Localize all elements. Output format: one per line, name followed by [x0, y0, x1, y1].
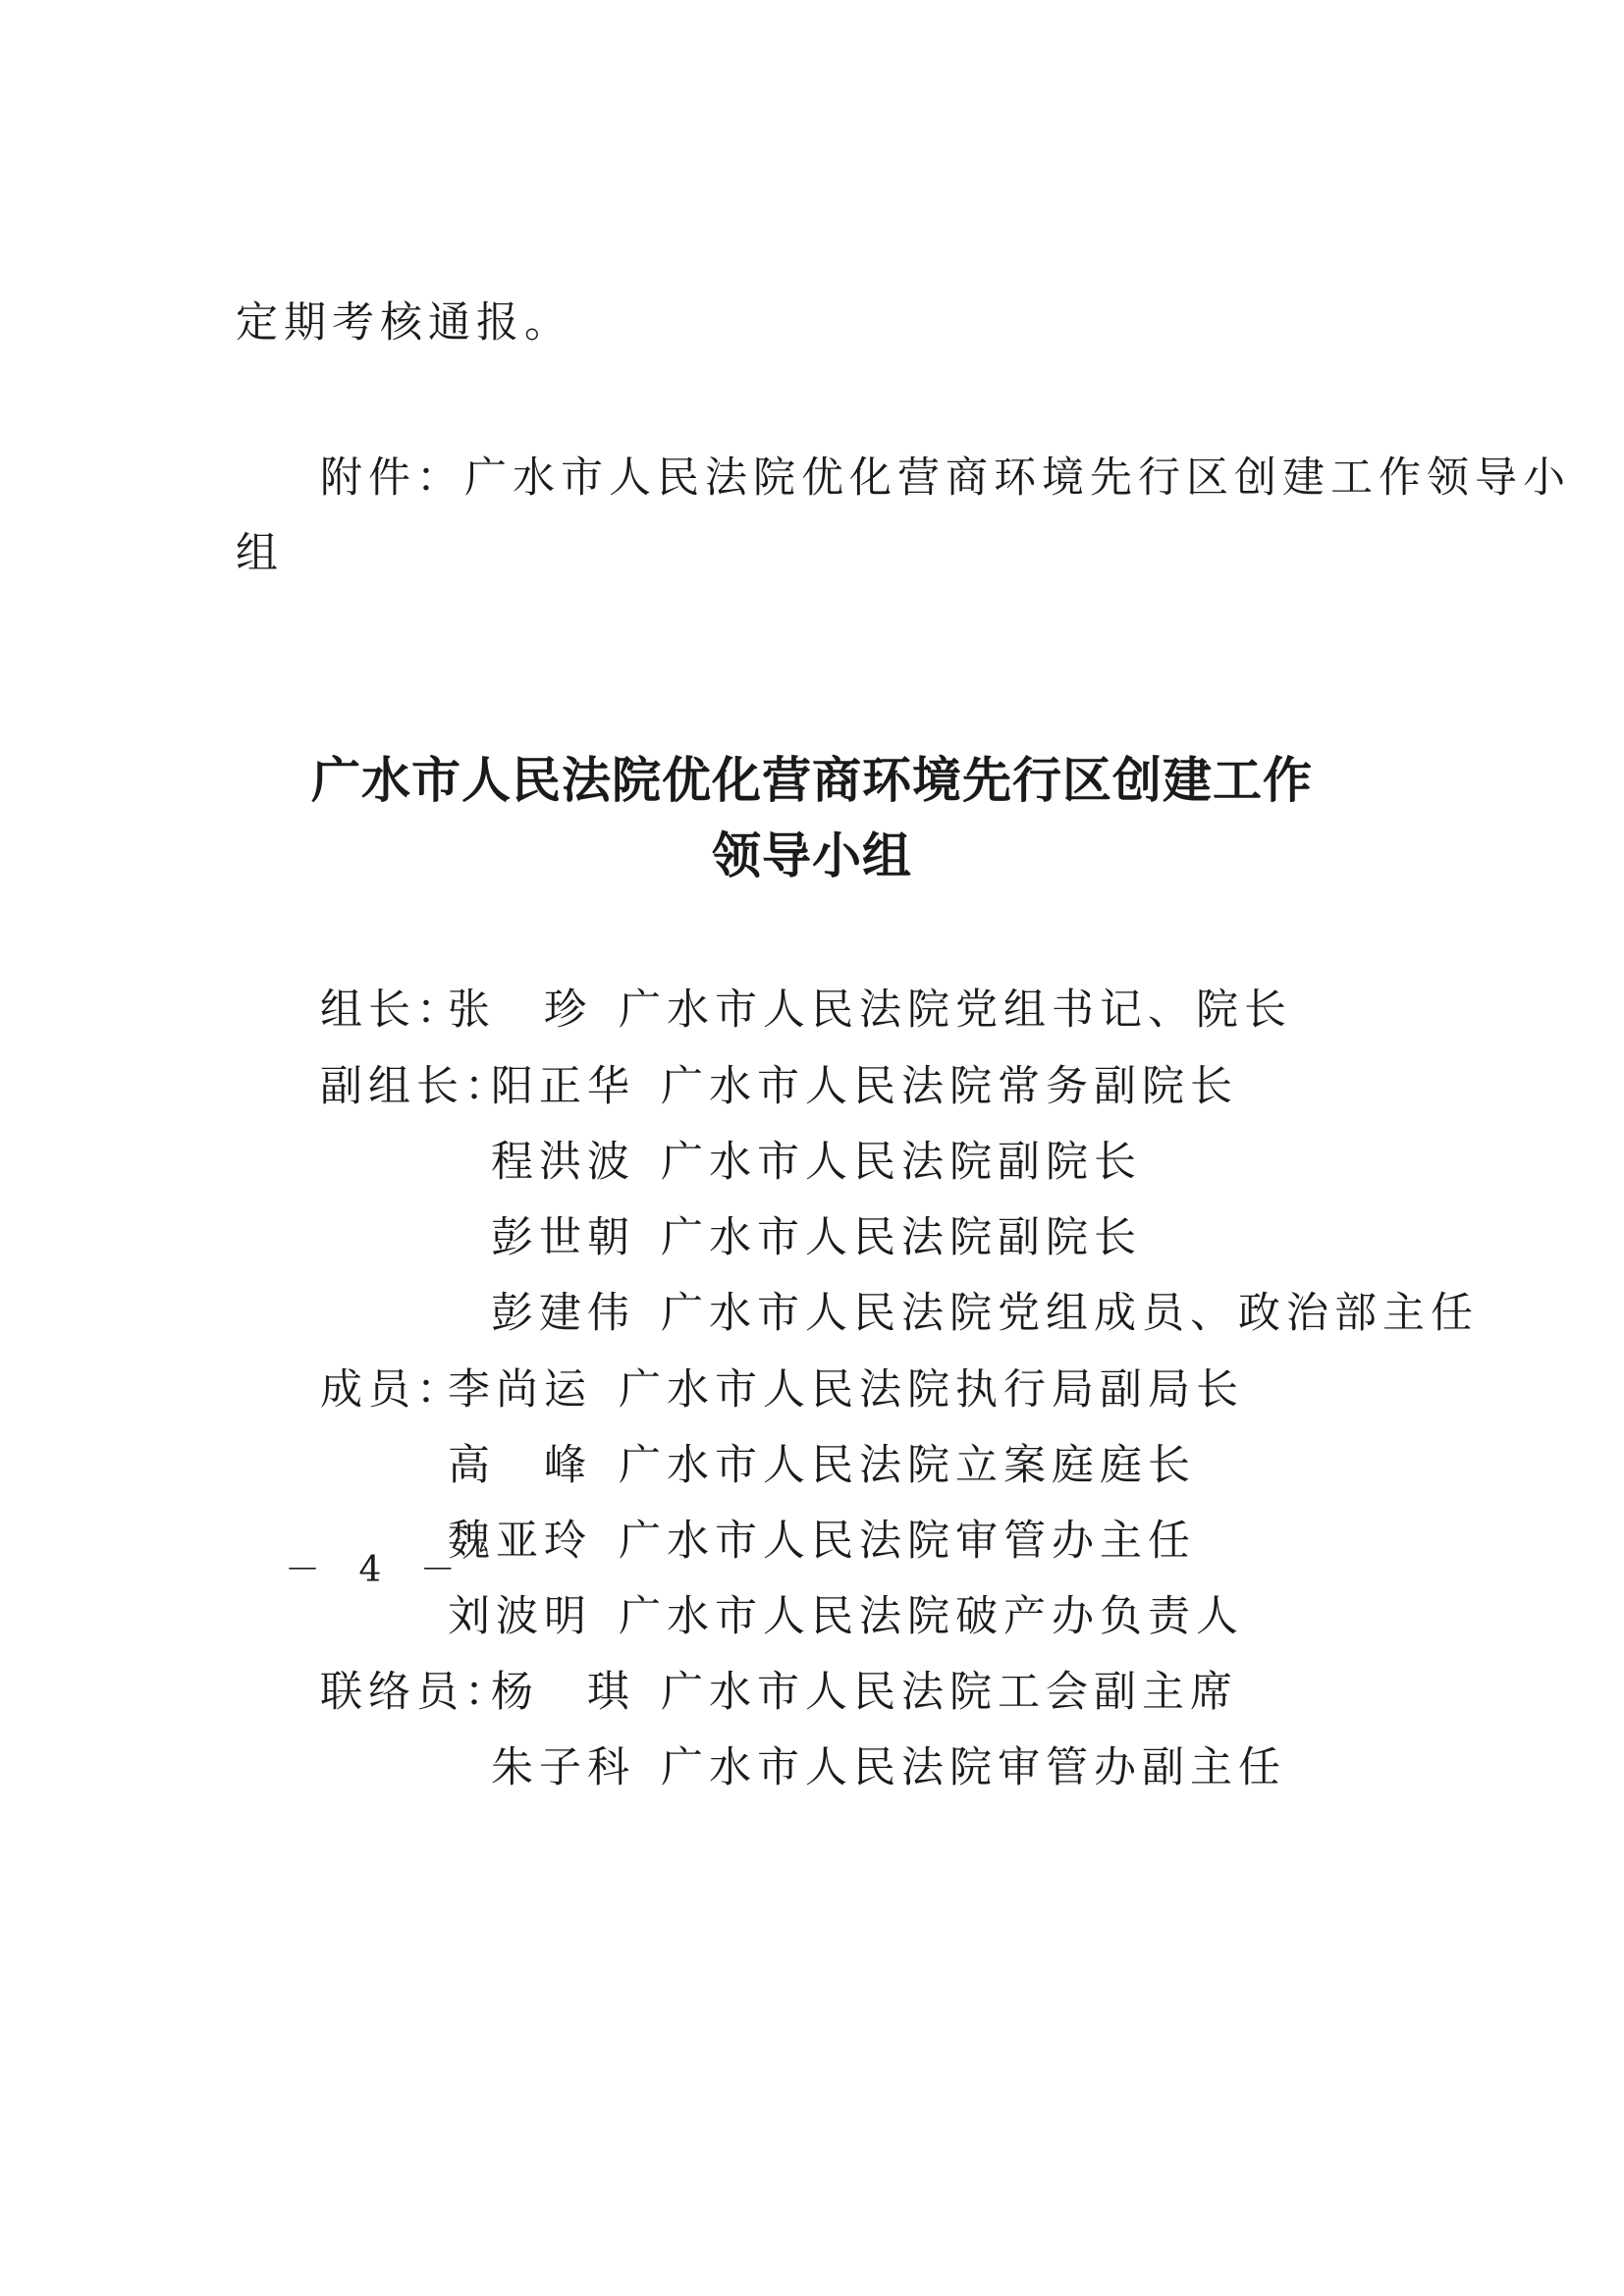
deputy-title: 广水市人民法院党组成员、政治部主任	[661, 1289, 1479, 1338]
member-title: 广水市人民法院执行局副局长	[619, 1365, 1244, 1415]
member-row	[0, 1441, 1624, 1494]
deputy-name: 彭世朝	[491, 1213, 635, 1262]
member-title: 广水市人民法院审管办主任	[619, 1517, 1196, 1566]
deputy-title: 广水市人民法院副院长	[661, 1213, 1142, 1262]
liaison-title: 广水市人民法院审管办副主任	[661, 1743, 1286, 1792]
liaison-title: 广水市人民法院工会副主席	[661, 1668, 1238, 1717]
deputy-title: 广水市人民法院常务副院长	[661, 1062, 1238, 1111]
leader-role: 组长：	[320, 986, 464, 1035]
deputy-name: 阳正华	[491, 1062, 635, 1111]
member-row	[0, 1517, 1624, 1570]
leader-name: 张 珍	[448, 986, 592, 1035]
deputy-row	[0, 1289, 1624, 1342]
member-title: 广水市人民法院破产办负责人	[619, 1592, 1244, 1641]
deputy-row	[0, 1138, 1624, 1191]
member-name: 李尚运	[448, 1365, 592, 1415]
liaison-row	[0, 1668, 1624, 1721]
member-row	[0, 1365, 1624, 1418]
deputy-row	[0, 1062, 1624, 1115]
liaison-name: 朱子科	[491, 1743, 635, 1792]
member-name: 刘波明	[448, 1592, 592, 1641]
liaison-row	[0, 1743, 1624, 1796]
leader-title: 广水市人民法院党组书记、院长	[619, 986, 1292, 1035]
leader-row	[0, 986, 1624, 1039]
deputy-name: 彭建伟	[491, 1289, 635, 1338]
member-row	[0, 1592, 1624, 1645]
deputy-row	[0, 1213, 1624, 1266]
liaison-name: 杨 琪	[491, 1668, 635, 1717]
attachment-line-2: 组	[236, 529, 284, 578]
deputy-name: 程洪波	[491, 1138, 635, 1187]
member-name: 高 峰	[448, 1441, 592, 1490]
liaison-role: 联络员：	[320, 1668, 513, 1717]
group-title-line-1: 广水市人民法院优化营商环境先行区创建工作	[311, 751, 1313, 809]
deputy-role: 副组长：	[320, 1062, 513, 1111]
page-number: － 4 －	[285, 1550, 469, 1590]
member-name: 魏亚玲	[448, 1517, 592, 1566]
group-title-line-2: 领导小组	[712, 827, 912, 884]
closing-line: 定期考核通报。	[236, 298, 572, 347]
attachment-line-1: 附件：广水市人民法院优化营商环境先行区创建工作领导小	[320, 454, 1571, 503]
member-title: 广水市人民法院立案庭庭长	[619, 1441, 1196, 1490]
member-role: 成员：	[320, 1365, 464, 1415]
deputy-title: 广水市人民法院副院长	[661, 1138, 1142, 1187]
